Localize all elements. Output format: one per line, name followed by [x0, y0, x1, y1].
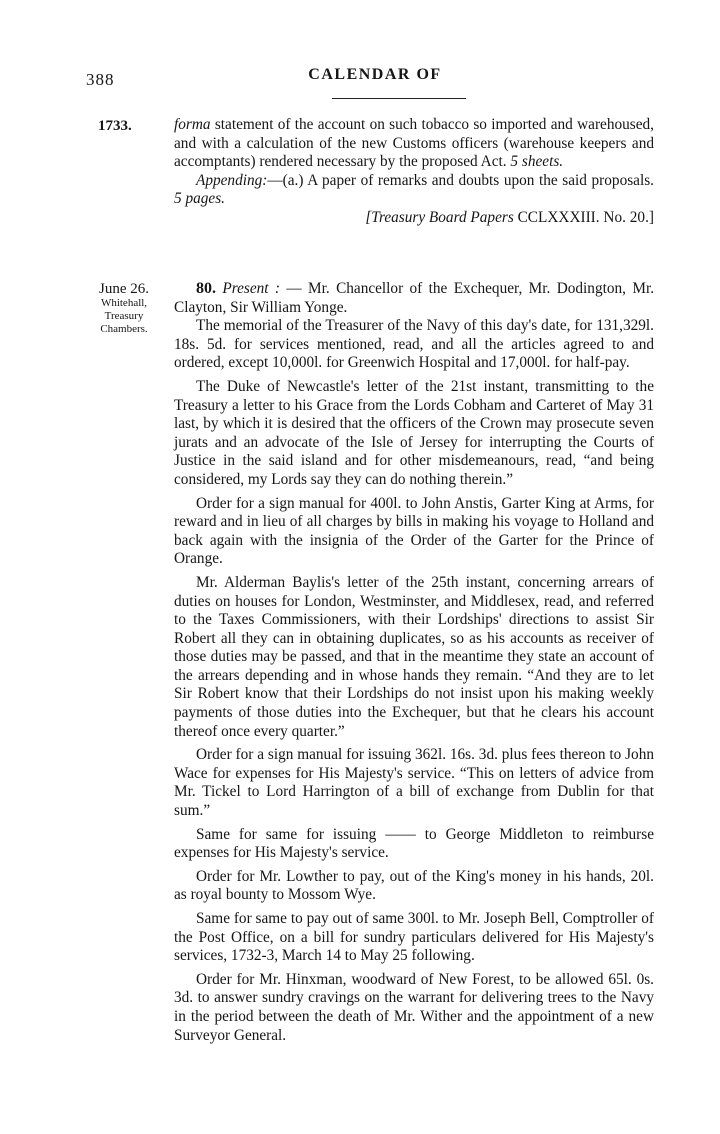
margin-year: 1733. — [98, 118, 132, 134]
margin-date: June 26. — [99, 281, 149, 297]
appending-pages: 5 pages. — [174, 190, 225, 208]
entry-heading — [174, 280, 654, 317]
entry-paragraph-3: Order for a sign manual for 400l. to John Anstis, Garter King at Arms, for reward and in lieu of all charges by bills in making his voyage to Holland and back again with the insignia of the Order of the Garter for the Prince of Orange. — [174, 494, 654, 568]
page-number: 388 — [86, 70, 115, 89]
continuation-sheets: 5 sheets. — [510, 153, 564, 171]
present-label: Present : — [222, 280, 280, 297]
entry-paragraph-9: Order for Mr. Hinxman, woodward of New Forest, to be allowed 65l. 0s. 3d. to answer sundry cravings on the warrant for delivering trees to the Navy in the period between the death of Mr. Wither and the appointment of a new Surveyor General. — [174, 970, 654, 1044]
margin-place-3: Chambers. — [100, 323, 148, 335]
margin-place-1: Whitehall, — [100, 297, 148, 309]
entry-paragraph-4: Mr. Alderman Baylis's letter of the 25th instant, concerning arrears of duties on houses for London, Westminster, and Middlesex, read, and referred to the Taxes Commissioners, with their Lordships' directions to assist Sir Robert all they can in obtaining duplicates, so as his accounts as receiver of those duties may be passed, and that in the meantime they state an account of the arrears depending and in whose hands they remain. “And they are to let Sir Robert know that their Lordships do not insist upon his making weekly payments of those duties into the Exchequer, but that he clears his account thereof once every quarter.” — [174, 573, 654, 740]
margin-place-2: Treasury — [104, 310, 144, 322]
reference-line: [Treasury Board Papers CCLXXXIII. No. 20.] — [365, 208, 654, 226]
running-title: CALENDAR OF — [308, 66, 442, 83]
entry-paragraph-1: The memorial of the Treasurer of the Navy of this day's date, for 131,329l. 18s. 5d. for services mentioned, read, and all the articles agreed to and ordered, except 10,000l. for Greenwich Hospital and 17,000l. for half-pay. — [174, 317, 654, 372]
continuation-text: statement of the account on such tobacco so imported and warehoused, and with a calculation of the new Customs officers (warehouse keepers and accomptants) rendered necessary by the proposed Act. — [174, 116, 654, 171]
continuation-paragraph — [174, 116, 654, 172]
present-text: — Mr. Chancellor of the Exchequer, Mr. Dodington, Mr. Clayton, Sir William Yonge. — [174, 280, 655, 316]
entry-paragraph-2: The Duke of Newcastle's letter of the 21st instant, transmitting to the Treasury a letter to his Grace from the Lords Cobham and Carteret of May 31 last, by which it is desired that the officers of the Crown may prosecute seven jurats and an advocate of the Isle of Jersey for interrupting the Courts of Justice in the said island and for other misdemeanours, read, “and being considered, my Lords say they can do nothing therein.” — [174, 377, 654, 488]
continuation-block — [174, 116, 654, 228]
continuation-italic: forma — [174, 116, 211, 133]
appending-text: —(a.) A paper of remarks and doubts upon the said proposals. — [267, 171, 654, 189]
reference-roman: CCLXXXIII. No. 20.] — [513, 208, 654, 226]
appending-paragraph — [174, 172, 654, 209]
margin-date-place — [86, 281, 162, 336]
entry-paragraph-7: Order for Mr. Lowther to pay, out of the King's money in his hands, 20l. as royal bounty to Mossom Wye. — [174, 867, 654, 904]
reference-italic: Treasury Board Papers — [371, 208, 514, 226]
entry-paragraph-6: Same for same for issuing —— to George Middleton to reimburse expenses for His Majesty's service. — [174, 825, 654, 862]
entry-paragraph-5: Order for a sign manual for issuing 362l. 16s. 3d. plus fees thereon to John Wace for expenses for His Majesty's service. “This on letters of advice from Mr. Tickel to Lord Harrington of a bill of exchange from Dublin for that sum.” — [174, 746, 654, 820]
entry-block — [174, 280, 654, 1045]
entry-paragraph-8: Same for same to pay out of same 300l. to Mr. Joseph Bell, Comptroller of the Post Office, on a bill for sundry particulars delivered for His Majesty's services, 1732-3, March 14 to May 25 following. — [174, 910, 654, 965]
entry-number: 80. — [196, 280, 216, 297]
header-rule — [332, 98, 466, 99]
appending-label: Appending: — [196, 171, 268, 189]
